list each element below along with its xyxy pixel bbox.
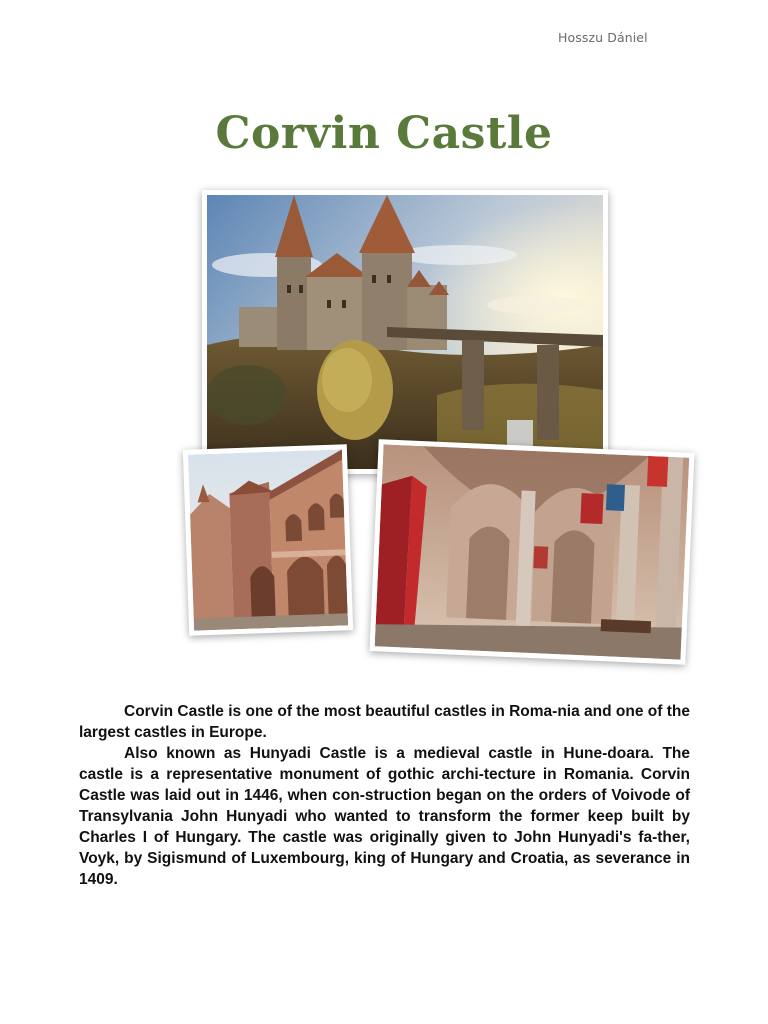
castle-exterior-photo <box>202 190 608 474</box>
castle-courtyard-photo <box>183 444 353 636</box>
author-name: Hosszu Dániel <box>558 30 648 45</box>
knights-hall-photo <box>370 439 695 665</box>
courtyard-illustration <box>188 449 348 630</box>
page-title: Corvin Castle <box>215 108 553 159</box>
article-body <box>79 701 690 890</box>
paragraph-history: Also known as Hunyadi Castle is a medieval castle in Hune-doara. The castle is a representative monument of gothic archi-tecture in Romania. Corvin Castle was laid out in 1446, when con-struction began on the orders of Voivode of Transylvania John Hunyadi who wanted to transform the former keep built by Charles I of Hungary. The castle was originally given to John Hunyadi's fa-ther, Voyk, by Sigismund of Luxembourg, king of Hungary and Croatia, as severance in 1409. <box>79 745 690 888</box>
castle-exterior-illustration <box>207 195 603 469</box>
paragraph-intro: Corvin Castle is one of the most beautiful castles in Roma-nia and one of the largest castles in Europe. <box>79 703 690 741</box>
hall-illustration <box>375 444 690 659</box>
